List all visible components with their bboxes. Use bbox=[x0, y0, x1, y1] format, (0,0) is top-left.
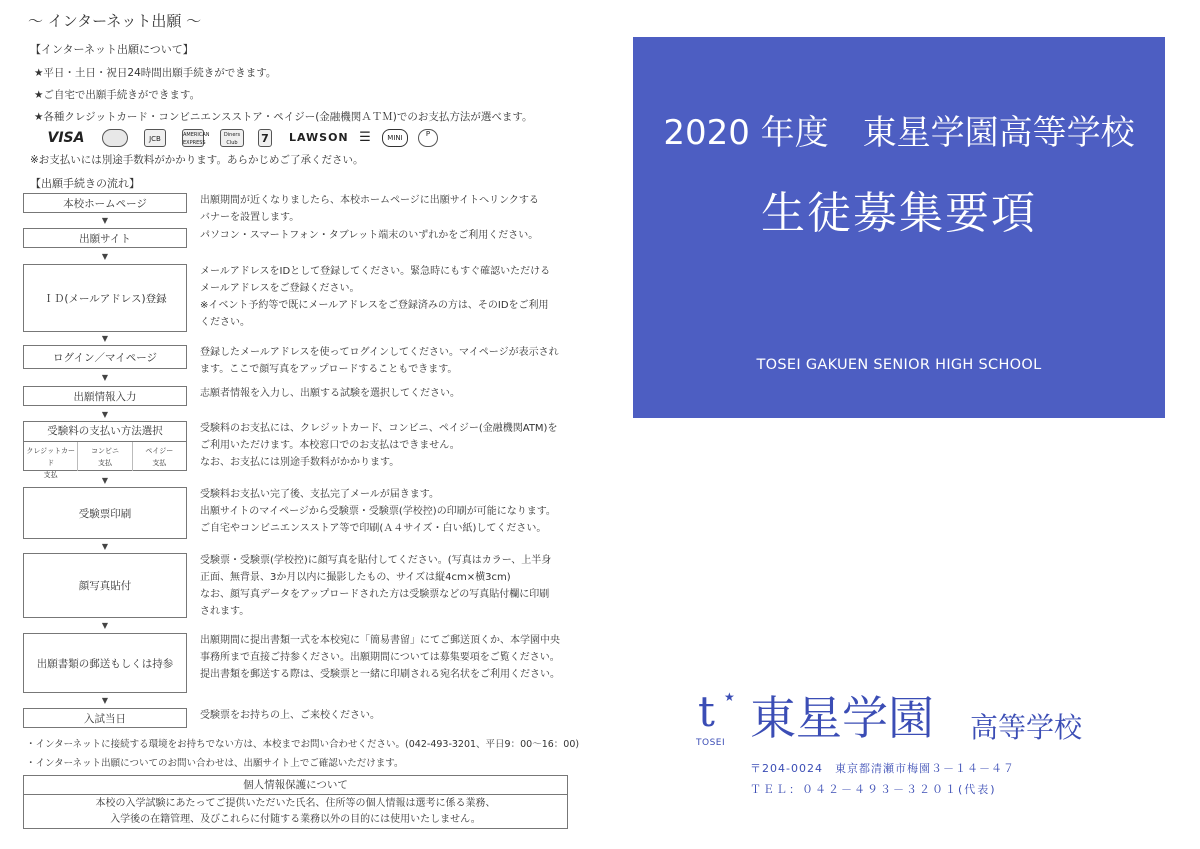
logo-t-letter: t bbox=[698, 687, 715, 736]
school-name-large: 東星学園 bbox=[750, 691, 934, 745]
inquiry-note: ・インターネット出願についてのお問い合わせは、出願サイト上でご確認いただけます。 bbox=[26, 758, 404, 769]
privacy-heading: 個人情報保護について bbox=[23, 775, 568, 795]
flow-step-desc: 登録したメールアドレスを使ってログインしてください。マイページが表示され ます。ここで顔写真をアップロードすることもできます。 bbox=[200, 347, 559, 375]
school-address: 〒204-0024 東京都清瀬市梅園３－１４－４７ bbox=[750, 762, 1015, 775]
flow-step-id-registration: ＩＤ(メールアドレス)登録 bbox=[23, 264, 187, 332]
page-title: ～ インターネット出願 ～ bbox=[28, 12, 202, 30]
familymart-logo: ☰ bbox=[359, 130, 371, 145]
flow-arrow: ▼ bbox=[101, 216, 109, 225]
flow-step-ticket-print: 受験票印刷 bbox=[23, 487, 187, 539]
school-name-small: 高等学校 bbox=[970, 711, 1083, 744]
flow-step-desc: 受験料お支払い完了後、支払完了メールが届きます。 出願サイトのマイページから受験票・受験票(学校控)の印刷が可能になります。 ご自宅やコンビニエンスストア等で印刷(Ａ４サイズ・白い紙)してください。 bbox=[200, 489, 556, 534]
flow-step-exam-day: 入試当日 bbox=[23, 708, 187, 728]
flow-step-desc: 出願期間が近くなりましたら、本校ホームページに出願サイトへリンクする バナーを設置します。 bbox=[200, 195, 539, 223]
star-icon: ★ bbox=[724, 690, 735, 704]
fee-note: ※お支払いには別途手数料がかかります。あらかじめご了承ください。 bbox=[30, 154, 364, 166]
flow-arrow: ▼ bbox=[101, 373, 109, 382]
flow-step-application-info: 出願情報入力 bbox=[23, 386, 187, 406]
flow-step-desc: 出願期間に提出書類一式を本校宛に「簡易書留」にてご郵送頂くか、本学園中央 事務所まで直接ご持参ください。出願期間については募集要項をご覧ください。 提出書類を郵送する際は、受験票と一緒に印刷される宛名状をご利用ください。 bbox=[200, 635, 560, 680]
about-bullet: ★ご自宅で出願手続きができます。 bbox=[34, 89, 201, 101]
payment-method-title: 受験料の支払い方法選択 bbox=[24, 422, 186, 442]
about-bullet: ★各種クレジットカード・コンビニエンスストア・ペイジー(金融機関ＡＴＭ)でのお支払方法が選べます。 bbox=[34, 111, 533, 123]
payment-option-credit: クレジットカード 支払 bbox=[26, 447, 75, 479]
logo-caption: TOSEI bbox=[696, 738, 726, 748]
flow-step-desc: 受験料のお支払には、クレジットカード、コンビニ、ペイジー(金融機関ATM)を ご利用いただけます。本校窓口でのお支払はできません。 なお、お支払には別途手数料がかかります。 bbox=[200, 423, 558, 468]
about-heading: 【インターネット出願について】 bbox=[30, 43, 194, 56]
cover-year-title: 2020 年度 東星学園高等学校 bbox=[663, 113, 1135, 153]
flow-arrow: ▼ bbox=[101, 621, 109, 630]
flow-heading: 【出願手続きの流れ】 bbox=[30, 177, 140, 190]
flow-step-desc: パソコン・スマートフォン・タブレット端末のいずれかをご利用ください。 bbox=[200, 230, 539, 241]
flow-arrow: ▼ bbox=[101, 410, 109, 419]
flow-step-photo: 顔写真貼付 bbox=[23, 553, 187, 618]
flow-step-application-site: 出願サイト bbox=[23, 228, 187, 248]
flow-step-desc: 志願者情報を入力し、出願する試験を選択してください。 bbox=[200, 388, 460, 399]
payment-option-payeasy: ペイジー 支払 bbox=[132, 442, 186, 471]
privacy-body: 本校の入学試験にあたってご提供いただいた氏名、住所等の個人情報は選考に係る業務、 入学後の在籍管理、及びこれらに付随する業務以外の目的には使用いたしません。 bbox=[23, 795, 568, 829]
flow-arrow: ▼ bbox=[101, 252, 109, 261]
cover-english-name: TOSEI GAKUEN SENIOR HIGH SCHOOL bbox=[756, 357, 1042, 373]
visa-logo: VISA bbox=[47, 130, 85, 146]
flow-arrow: ▼ bbox=[101, 476, 109, 485]
about-bullet: ★平日・土日・祝日24時間出願手続きができます。 bbox=[34, 67, 277, 79]
flow-step-login-mypage: ログイン／マイページ bbox=[23, 345, 187, 369]
flow-arrow: ▼ bbox=[101, 542, 109, 551]
flow-arrow: ▼ bbox=[101, 696, 109, 705]
flow-arrow: ▼ bbox=[101, 334, 109, 343]
school-tel: ＴＥＬ：０４２－４９３－３２０１(代表) bbox=[750, 783, 997, 796]
ministop-logo: MINI bbox=[382, 129, 408, 147]
cover-main-title: 生徒募集要項 bbox=[761, 188, 1037, 239]
payment-logos bbox=[46, 129, 456, 147]
payeasy-logo: P bbox=[418, 129, 438, 147]
mastercard-logo bbox=[102, 129, 128, 147]
contact-note: ・インターネットに接続する環境をお持ちでない方は、本校までお問い合わせください。(042-493-3201、平日9：00～16：00) bbox=[26, 739, 580, 750]
flow-step-document-submission: 出願書類の郵送もしくは持参 bbox=[23, 633, 187, 693]
flow-step-desc: 受験票をお持ちの上、ご来校ください。 bbox=[200, 710, 380, 721]
flow-step-homepage: 本校ホームページ bbox=[23, 193, 187, 213]
school-logo-mark bbox=[690, 687, 740, 750]
flow-step-payment-method bbox=[23, 421, 187, 479]
flow-step-desc: 受験票・受験票(学校控)に顔写真を貼付してください。(写真はカラー、上半身 正面、無背景、3か月以内に撮影したもの、サイズは縦4cm×横3cm) なお、顔写真データをアップロードされた方は受験票などの写真貼付欄に印刷 されます。 bbox=[200, 555, 552, 617]
diners-logo: Diners Club bbox=[220, 129, 244, 147]
cover-panel bbox=[633, 37, 1165, 418]
jcb-logo: JCB bbox=[144, 129, 166, 147]
amex-logo: AMERICAN EXPRESS bbox=[182, 129, 204, 147]
lawson-logo: LAWSON bbox=[289, 131, 349, 144]
payment-option-convenience: コンビニ 支払 bbox=[77, 442, 131, 471]
seven-eleven-logo: 7 bbox=[258, 129, 272, 147]
flow-step-desc: メールアドレスをIDとして登録してください。緊急時にもすぐ確認いただける メールアドレスをご登録ください。 ※イベント予約等で既にメールアドレスをご登録済みの方は、そのIDをご利用 ください。 bbox=[200, 266, 551, 328]
